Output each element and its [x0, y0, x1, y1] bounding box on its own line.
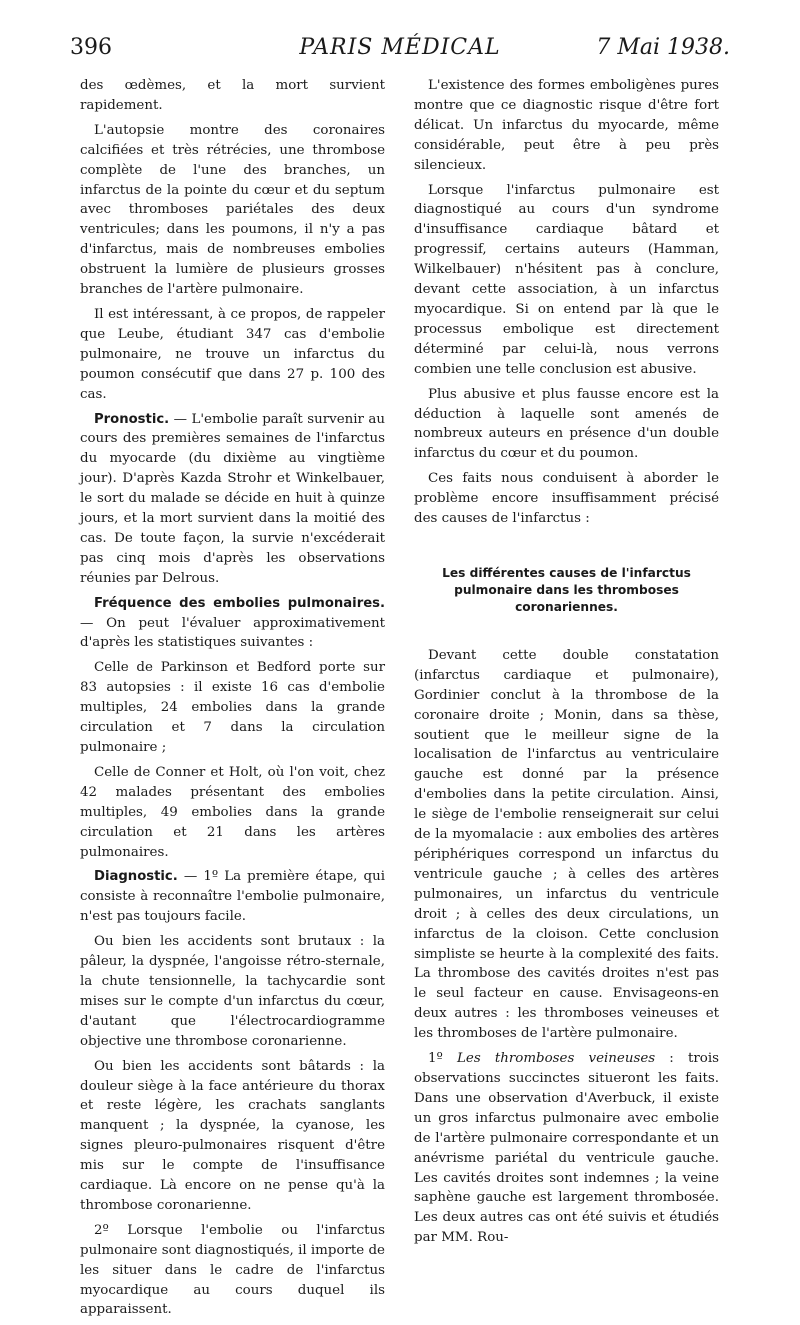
- list-number: 1º: [428, 1051, 457, 1067]
- paragraph: des œdèmes, et la mort survient rapidement.: [80, 78, 385, 113]
- runin-heading: Fréquence des embolies pulmonaires.: [94, 595, 385, 611]
- paragraph: Il est intéressant, à ce propos, de rappeler que Leube, étudiant 347 cas d'embolie pulmonaire, ne trouve un infarctus du poumon consécutif que dans 27 p. 100 des cas.: [80, 306, 385, 402]
- page-number: 396: [70, 35, 112, 60]
- paragraph: Ces faits nous conduisent à aborder le problème encore insuffisamment précisé des causes de l'infarctus :: [414, 471, 719, 527]
- issue-date: 7 Mai 1938.: [596, 35, 730, 60]
- paragraph-diagnostic: [80, 867, 385, 927]
- paragraph: Celle de Parkinson et Bedford porte sur 83 autopsies : il existe 16 cas d'embolie multiples, 24 embolies dans la grande circulation et 7 dans la circulation pulmonaire ;: [80, 660, 385, 755]
- paragraph-pronostic: [80, 410, 385, 589]
- paragraph-thromboses-veineuses: [414, 1049, 719, 1248]
- paragraph: L'autopsie montre des coronaires calcifiées et très rétrécies, une thrombose complète de l'une des branches, un infarctus de la pointe du cœur et du septum avec thromboses pariétales des deux ventricules; dans les poumons, il n'y a pas d'infarctus, mais de nombreuses embolies obstruent la lumière de plusieurs grosses branches de l'artère pulmonaire.: [80, 122, 385, 298]
- paragraph: Plus abusive et plus fausse encore est la déduction à laquelle sont amenés de nombreux auteurs en présence d'un double infarctus du cœur et du poumon.: [414, 386, 719, 462]
- italic-heading: Les thromboses veineuses: [457, 1051, 656, 1067]
- left-column: [80, 76, 385, 1325]
- section-heading: Les différentes causes de l'infarctus pulmonaire dans les thromboses coronariennes.: [442, 565, 691, 614]
- page-header: [70, 35, 730, 65]
- paragraph: Celle de Conner et Holt, où l'on voit, chez 42 malades présentant des embolies multiples, 49 embolies dans la grande circulation et 21 dans les artères pulmonaires.: [80, 764, 385, 860]
- paragraph-text: — L'embolie paraît survenir au cours des premières semaines de l'infarctus du myocarde (du dixième au vingtième jour). D'après Kazda Strohr et Winkelbauer, le sort du malade se décide en huit à quinze jours, et la mort survient dans la moitié des cas. De toute façon, la survie n'excéderait pas cinq mois d'après les observations réunies par Delrous.: [80, 411, 385, 586]
- paragraph-text: — 1º La première étape, qui consiste à reconnaître l'embolie pulmonaire, n'est pas toujours facile.: [80, 869, 385, 925]
- paragraph: Devant cette double constatation (infarctus cardiaque et pulmonaire), Gordinier conclut à la thrombose de la coronaire droite ; Monin, dans sa thèse, soutient que le meilleur signe de la localisation de l'infarctus au ventriculaire gauche est donné par la présence d'embolies dans la petite circulation. Ainsi, le siège de l'embolie renseignerait sur celui de la myomalacie : aux embolies des artères périphériques correspond un infarctus du ventricule gauche ; à celles des artères pulmonaires, un infarctus du ventricule droit ; à celles des deux circulations, un infarctus de la cloison. Cette conclusion simpliste se heurte à la complexité des faits. La thrombose des cavités droites n'est pas le seul facteur en cause. Envisageons-en deux autres : les thromboses veineuses et les thromboses de l'artère pulmonaire.: [414, 647, 719, 1042]
- paragraph: Lorsque l'infarctus pulmonaire est diagnostiqué au cours d'un syndrome d'insuffisance cardiaque bâtard et progressif, certains auteurs (Hamman, Wilkelbauer) n'hésitent pas à conclure, devant cette association, à un infarctus myocardique. Si on entend par là que le processus embolique est directement déterminé par celui-là, nous verrons combien une telle conclusion est abusive.: [414, 182, 719, 377]
- runin-heading: Diagnostic.: [94, 869, 178, 885]
- paragraph-text: — On peut l'évaluer approximativement d'après les statistiques suivantes :: [80, 615, 385, 651]
- right-column: [414, 76, 719, 1253]
- paragraph-text: : trois observations succinctes situeront les faits. Dans une observation d'Averbuck, il existe un gros infarctus pulmonaire avec embolie de l'artère pulmonaire correspondante et un anévrisme pariétal du ventricule gauche. Les cavités droites sont indemnes ; la veine saphène gauche est largement thrombosée. Les deux autres cas ont été suivis et étudiés par MM. Rou-: [414, 1051, 719, 1246]
- journal-title: PARIS MÉDICAL: [299, 35, 501, 60]
- paragraph: Ou bien les accidents sont bâtards : la douleur siège à la face antérieure du thorax et reste légère, les crachats sanglants manquent ; la dyspnée, la cyanose, les signes pleuro-pulmonaires risquent d'être mis sur le compte de l'insuffisance cardiaque. Là encore on ne pense qu'à la thrombose coronarienne.: [80, 1058, 385, 1213]
- paragraph: Ou bien les accidents sont brutaux : la pâleur, la dyspnée, l'angoisse rétro-sternale, la chute tensionnelle, la tachycardie sont mises sur le compte d'un infarctus du cœur, d'autant que l'électrocardiogramme objective une thrombose coronarienne.: [80, 934, 385, 1049]
- paragraph: L'existence des formes emboligènes pures montre que ce diagnostic risque d'être fort délicat. Un infarctus du myocarde, même considérable, peut être à peu près silencieux.: [414, 78, 719, 173]
- paragraph: 2º Lorsque l'embolie ou l'infarctus pulmonaire sont diagnostiqués, il importe de les situer dans le cadre de l'infarctus myocardique au cours duquel ils apparaissent.: [80, 1222, 385, 1318]
- runin-heading: Pronostic.: [94, 411, 170, 427]
- paragraph-frequence: [80, 594, 385, 654]
